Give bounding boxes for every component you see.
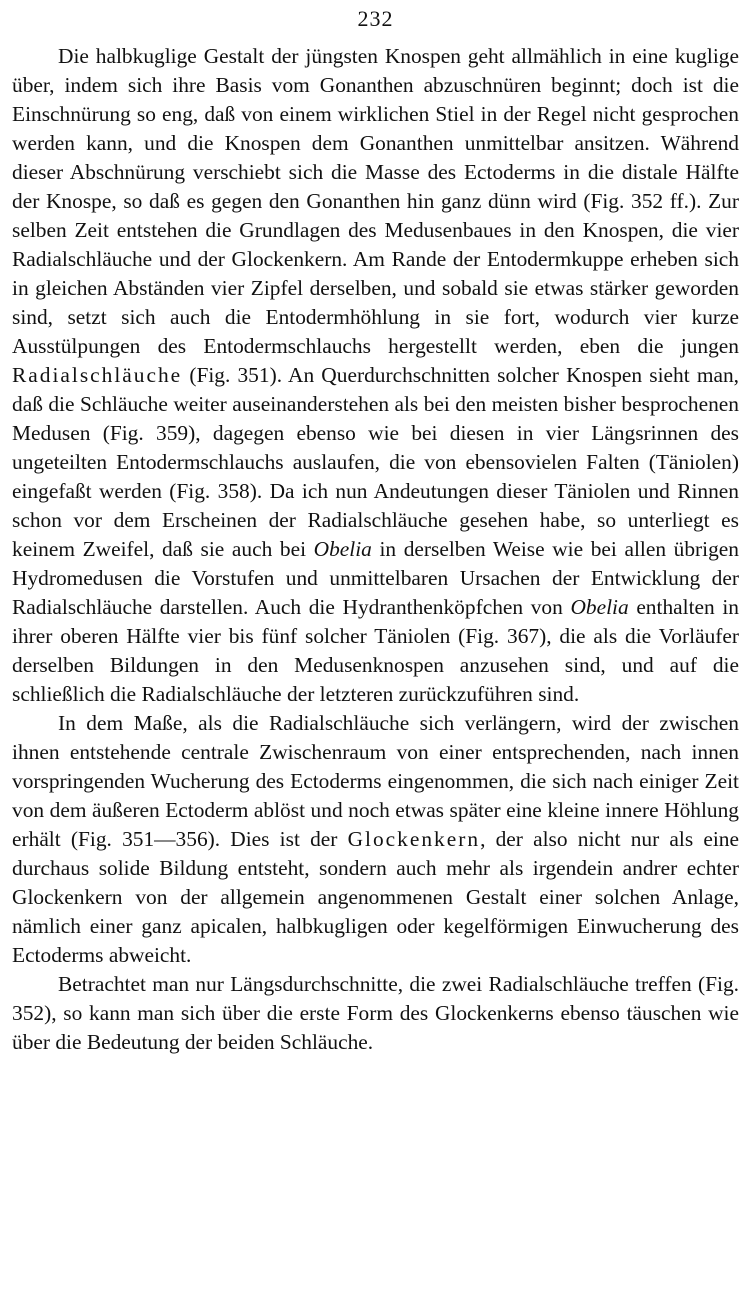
text-segment: In dem Maße, als die Radialschläuche sich verlängern, wird der zwischen ihnen entstehende centrale Zwischenraum von einer entsprechenden, nach innen vorspringenden Wucherung des Ectoderms eingenommen, die sich nach einiger Zeit von dem äußeren Ectoderm ablöst und noch etwas später eine kleine innere Höhlung erhält (Fig. 351—356). Dies ist der bbox=[12, 711, 739, 851]
text-segment: enthalten in ihrer oberen Hälfte vier bis fünf solcher Täniolen (Fig. 367), die als die Vorläufer derselben Bildungen in den Medusenknospen anzusehen sind, und auf die schließlich die Radialschläuche der letzteren zurückzuführen sind. bbox=[12, 595, 739, 706]
genus-name: Obelia bbox=[313, 537, 372, 561]
spaced-term: Glockenkern bbox=[347, 827, 481, 851]
text-segment: in derselben Weise wie bei allen übrigen Hydromedusen die Vorstufen und unmittelbaren Ursachen der Entwicklung der Radialschläuche darstellen. Auch die Hydranthenköpfchen von bbox=[12, 537, 739, 619]
spaced-term: Radialschläuche bbox=[12, 363, 183, 387]
page-number: 232 bbox=[357, 6, 394, 31]
paragraph-1 bbox=[12, 42, 739, 709]
text-segment: , der also nicht nur als eine durchaus solide Bildung entsteht, sondern auch mehr als irgendein andrer echter Glockenkern von der allgemein angenommenen Gestalt einer solchen Anlage, nämlich einer ganz apicalen, halbkugligen oder kegelförmigen Einwucherung des Ectoderms abweicht. bbox=[12, 827, 739, 967]
text-segment: Die halbkuglige Gestalt der jüngsten Knospen geht allmählich in eine kuglige über, indem sich ihre Basis vom Gonanthen abzuschnüren beginnt; doch ist die Einschnürung so eng, daß von einem wirklichen Stiel in der Regel nicht gesprochen werden kann, und die Knospen dem Gonanthen unmittelbar ansitzen. Während dieser Abschnürung verschiebt sich die Masse des Ectoderms in die distale Hälfte der Knospe, so daß es gegen den Gonanthen hin ganz dünn wird (Fig. 352 ff.). Zur selben Zeit entstehen die Grundlagen des Medusenbaues in den Knospen, die vier Radialschläuche und der Glockenkern. Am Rande der Entodermkuppe erheben sich in gleichen Abständen vier Zipfel derselben, und sobald sie etwas stärker geworden sind, setzt sich auch die Entodermhöhlung in sie fort, wodurch vier kurze Ausstülpungen des Entodermschlauchs hergestellt werden, eben die jungen bbox=[12, 44, 739, 358]
paragraph-3 bbox=[12, 970, 739, 1057]
text-segment: Betrachtet man nur Längsdurchschnitte, die zwei Radialschläuche treffen (Fig. 352), so kann man sich über die erste Form des Glockenkerns ebenso täuschen wie über die Bedeutung der beiden Schläuche. bbox=[12, 972, 739, 1054]
text-segment: (Fig. 351). An Querdurchschnitten solcher Knospen sieht man, daß die Schläuche weiter auseinanderstehen als bei den meisten bisher besprochenen Medusen (Fig. 359), dagegen ebenso wie bei diesen in vier Längsrinnen des ungeteilten Entodermschlauchs auslaufen, die von ebensovielen Falten (Täniolen) eingefaßt werden (Fig. 358). Da ich nun Andeutungen dieser Täniolen und Rinnen schon vor dem Erscheinen der Radialschläuche gesehen habe, so unterliegt es keinem Zweifel, daß sie auch bei bbox=[12, 363, 739, 561]
genus-name: Obelia bbox=[570, 595, 629, 619]
paragraph-2 bbox=[12, 709, 739, 970]
